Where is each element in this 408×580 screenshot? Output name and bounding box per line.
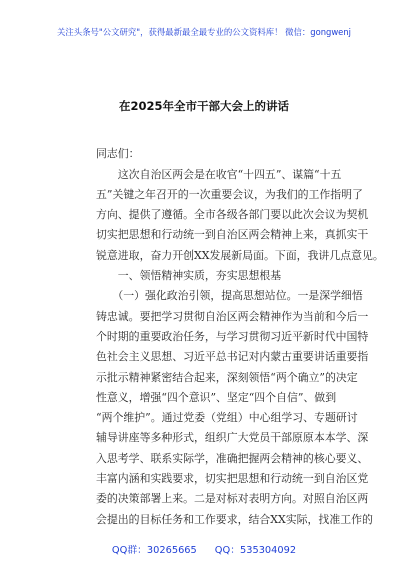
body-line: 丰富内涵和实践要求，切实把思想和行动统一到自治区党 — [96, 472, 369, 486]
body-line: 这次自治区两会是在收官“十四五”、谋篇“十五 — [96, 167, 342, 181]
body-line: 切实把思想和行动统一到自治区两会精神上来，真抓实干 — [96, 228, 369, 242]
body-line: 委的决策部署上来。二是对标对表明方向。对照自治区两 — [96, 492, 369, 506]
body-line: 锐意进取，奋力开创XX发展新局面。下面，我讲几点意见。 — [96, 248, 384, 262]
body-line: 五”关键之年召开的一次重要会议，为我们的工作指明了 — [96, 187, 363, 201]
body-line: 铸忠诚。要把学习贯彻自治区两会精神作为当前和今后一 — [96, 309, 369, 323]
section-heading: 一、领悟精神实质，夯实思想根基 — [96, 269, 282, 283]
body-line: “两个维护”。通过党委（党组）中心组学习、专题研讨 — [96, 411, 358, 425]
body-line: 会提出的目标任务和工作要求，结合XX实际，找准工作的 — [96, 512, 373, 526]
body-line — [96, 124, 344, 144]
qq-number: QQ：535304092 — [214, 545, 297, 556]
body-line: 示批示精神紧密结合起来，深刻领悟“两个确立”的决定 — [96, 370, 358, 384]
body-line: 色社会主义思想、习近平总书记对内蒙古重要讲话重要指 — [96, 350, 369, 364]
body-line: 性意义，增强“四个意识”、坚定“四个自信”、做到 — [96, 390, 337, 404]
salutation: 同志们： — [96, 147, 140, 161]
document-body — [96, 124, 384, 530]
document-title: 在2025年全市干部大会上的讲话 — [118, 99, 289, 113]
body-line: 辅导讲座等多种形式，组织广大党员干部原原本本学、深 — [96, 431, 369, 445]
qq-group-number: QQ群：30265665 — [111, 545, 197, 556]
body-line: （一）强化政治引领，提高思想站位。一是深学细悟 — [96, 289, 363, 303]
body-line: 方向、提供了遵循。全市各级各部门要以此次会议为契机 — [96, 208, 369, 222]
body-line: 个时期的重要政治任务，与学习贯彻习近平新时代中国特 — [96, 329, 369, 343]
body-line: 入思考学、联系实际学，准确把握两会精神的核心要义、 — [96, 451, 369, 465]
top-banner: 关注头条号"公文研究"，获得最新最全最专业的公文资料库！ 微信：gongwenj — [57, 27, 351, 37]
footer-contact — [0, 542, 408, 556]
